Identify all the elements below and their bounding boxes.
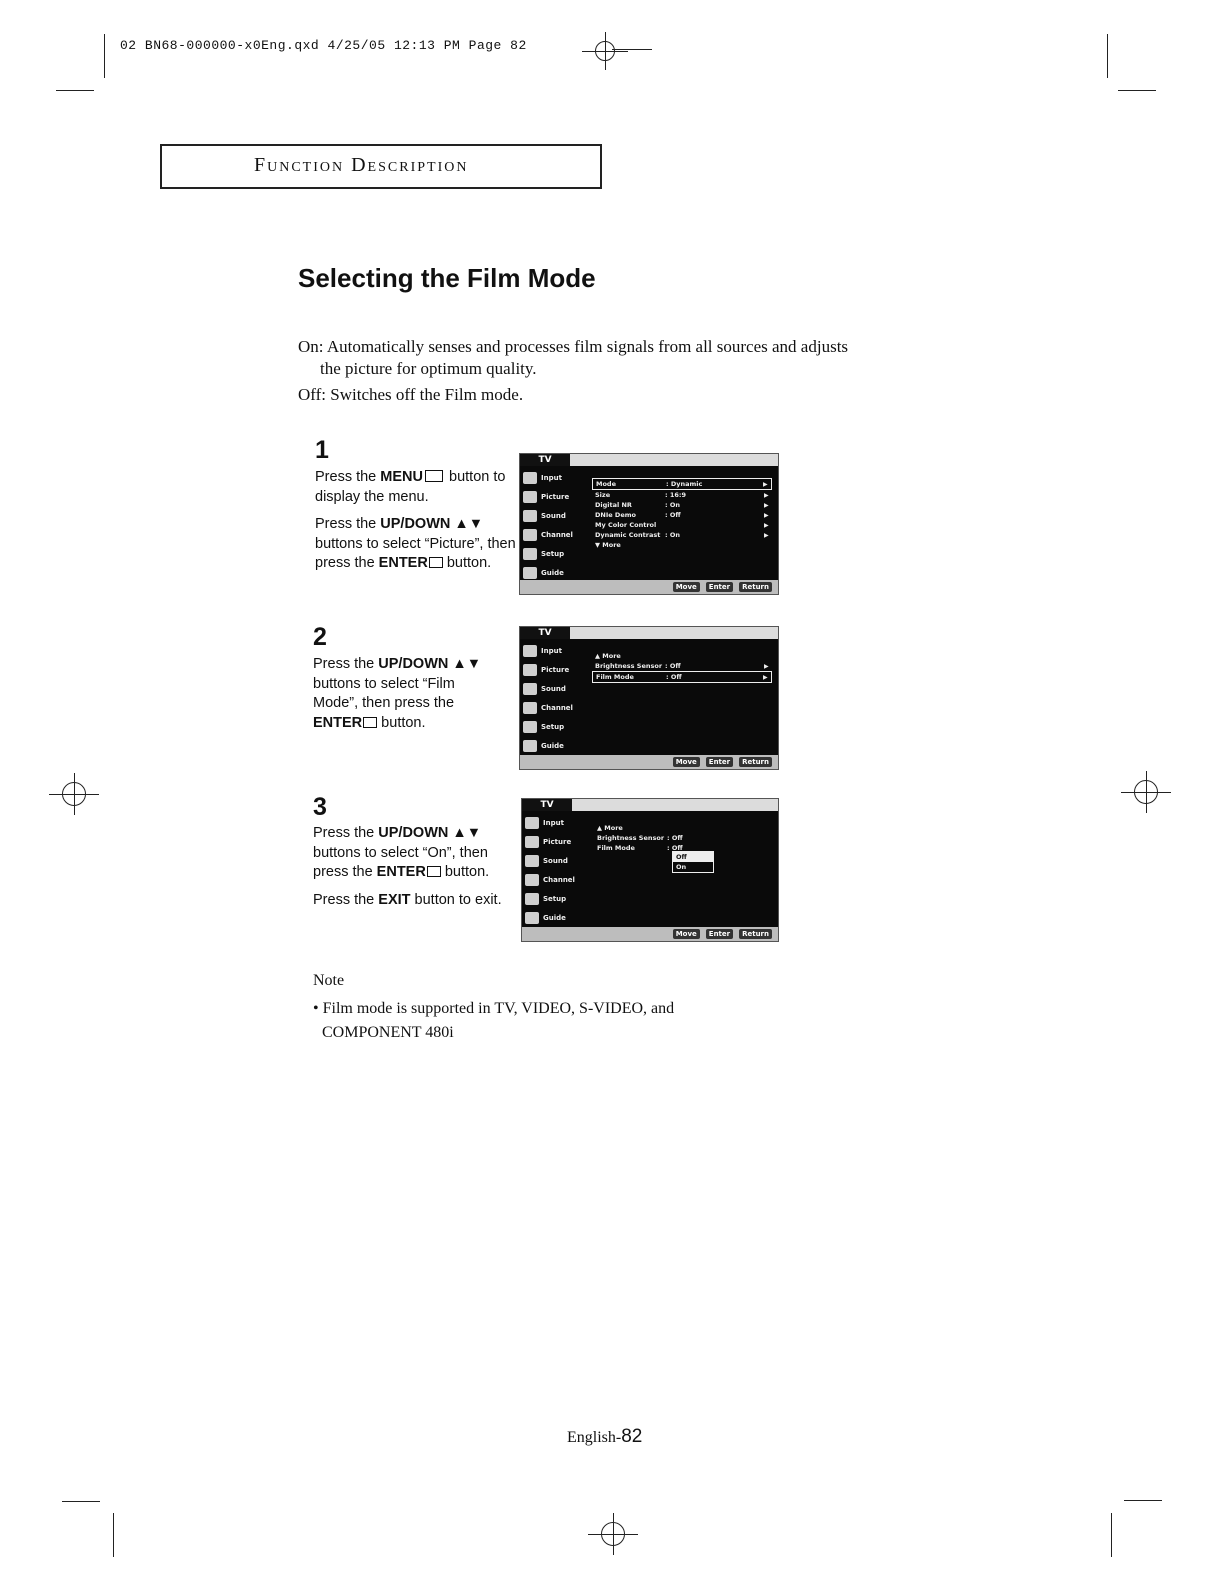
menu-row: Dynamic Contrast : On ▶ <box>595 531 769 539</box>
menu-row: Mode : Dynamic ▶ <box>592 478 772 490</box>
menu-bottom-bar <box>522 927 778 941</box>
print-slug: 02 BN68-000000-x0Eng.qxd 4/25/05 12:13 PM Page 82 <box>120 38 527 53</box>
menu-sidebar <box>522 813 580 927</box>
tv-tab: TV <box>522 799 572 811</box>
sound-icon <box>523 683 537 695</box>
menu-button-icon <box>425 470 443 482</box>
sidebar-item-setup: Setup <box>522 889 580 908</box>
crop-mark <box>113 1513 114 1557</box>
channel-icon <box>525 874 539 886</box>
sidebar-item-sound: Sound <box>520 506 578 525</box>
enter-hint: Enter <box>706 757 733 767</box>
tv-menu-screenshot-picture <box>519 453 779 595</box>
sidebar-item-input: Input <box>520 468 578 487</box>
guide-icon <box>523 567 537 579</box>
menu-row: ▲ More <box>597 824 623 832</box>
input-icon <box>525 817 539 829</box>
sidebar-item-picture: Picture <box>522 832 580 851</box>
step-3-text: Press the UP/DOWN ▲▼ buttons to select “On”, then press the ENTER button. Press the EXIT button to exit. <box>313 825 502 908</box>
menu-row: DNIe Demo : Off ▶ <box>595 511 769 519</box>
input-icon <box>523 645 537 657</box>
setup-icon <box>525 893 539 905</box>
page-number: English-82 <box>567 1426 643 1447</box>
tv-tab: TV <box>520 627 570 639</box>
sidebar-item-guide: Guide <box>520 563 578 582</box>
menu-list <box>592 478 772 550</box>
return-hint: Return <box>739 929 772 939</box>
registration-mark-icon <box>595 41 615 61</box>
note-title: Note <box>313 972 345 989</box>
sidebar-item-channel: Channel <box>520 525 578 544</box>
guide-icon <box>523 740 537 752</box>
intro <box>298 336 958 406</box>
step-number: 2 <box>313 623 327 651</box>
sidebar-item-input: Input <box>520 641 578 660</box>
tv-menu-screenshot-film-on <box>521 798 779 942</box>
crop-mark <box>1118 90 1156 91</box>
crop-mark <box>1124 1500 1162 1501</box>
sidebar-item-picture: Picture <box>520 660 578 679</box>
dropdown-option-off: Off <box>673 852 713 862</box>
enter-hint: Enter <box>706 929 733 939</box>
off-description: Off: Switches off the Film mode. <box>298 385 524 404</box>
on-description: On: Automatically senses and processes film signals from all sources and adjusts <box>298 337 849 356</box>
crop-mark <box>1107 34 1108 78</box>
menu-row: Film Mode : Off <box>597 844 683 852</box>
move-hint: Move <box>673 757 700 767</box>
picture-icon <box>523 491 537 503</box>
sidebar-item-channel: Channel <box>522 870 580 889</box>
menu-row: Digital NR : On ▶ <box>595 501 769 509</box>
menu-list <box>594 823 772 853</box>
menu-row: Brightness Sensor : Off <box>597 834 683 842</box>
page-title: Selecting the Film Mode <box>298 263 596 293</box>
crop-mark <box>56 90 94 91</box>
enter-button-icon <box>427 866 441 877</box>
move-hint: Move <box>673 582 700 592</box>
tv-tab: TV <box>520 454 570 466</box>
enter-hint: Enter <box>706 582 733 592</box>
step-number: 3 <box>313 793 327 821</box>
menu-row: Film Mode : Off ▶ <box>592 671 772 683</box>
menu-row: ▲ More <box>595 652 621 660</box>
move-hint: Move <box>673 929 700 939</box>
input-icon <box>523 472 537 484</box>
registration-mark-icon <box>1134 780 1158 804</box>
crop-mark <box>1111 1513 1112 1557</box>
step-1-text: Press the MENU button to display the menu. Press the UP/DOWN ▲▼ buttons to select “Picture”, then press the ENTER button. <box>315 469 516 571</box>
crop-mark <box>104 34 105 78</box>
sidebar-item-input: Input <box>522 813 580 832</box>
return-hint: Return <box>739 582 772 592</box>
section-label: Function Description <box>254 154 469 176</box>
setup-icon <box>523 548 537 560</box>
picture-icon <box>523 664 537 676</box>
film-mode-dropdown <box>672 851 714 873</box>
registration-mark-icon <box>601 1522 625 1546</box>
sidebar-item-sound: Sound <box>520 679 578 698</box>
crop-mark <box>612 49 652 50</box>
menu-row: Brightness Sensor : Off ▶ <box>595 662 769 670</box>
sidebar-item-sound: Sound <box>522 851 580 870</box>
on-description-cont: the picture for optimum quality. <box>320 359 537 378</box>
channel-icon <box>523 529 537 541</box>
return-hint: Return <box>739 757 772 767</box>
menu-bottom-bar <box>520 580 778 594</box>
menu-bottom-bar <box>520 755 778 769</box>
sidebar-item-picture: Picture <box>520 487 578 506</box>
channel-icon <box>523 702 537 714</box>
sidebar-item-guide: Guide <box>520 736 578 755</box>
menu-sidebar <box>520 468 578 580</box>
enter-button-icon <box>363 717 377 728</box>
setup-icon <box>523 721 537 733</box>
sidebar-item-guide: Guide <box>522 908 580 927</box>
guide-icon <box>525 912 539 924</box>
crop-mark <box>62 1501 100 1502</box>
sidebar-item-setup: Setup <box>520 717 578 736</box>
picture-icon <box>525 836 539 848</box>
section-header <box>160 144 602 189</box>
registration-mark-icon <box>62 782 86 806</box>
menu-row: ▼ More <box>595 541 621 549</box>
step-2-text: Press the UP/DOWN ▲▼ buttons to select “Film Mode”, then press the ENTER button. <box>313 656 482 731</box>
menu-row: My Color Control ▶ <box>595 521 769 529</box>
step-number: 1 <box>315 436 329 464</box>
menu-sidebar <box>520 641 578 755</box>
enter-button-icon <box>429 557 443 568</box>
menu-row: Size : 16:9 ▶ <box>595 491 769 499</box>
menu-list <box>592 651 772 683</box>
dropdown-option-on: On <box>676 863 687 871</box>
note-text: • Film mode is supported in TV, VIDEO, S-VIDEO, and COMPONENT 480i <box>313 1000 675 1041</box>
sound-icon <box>523 510 537 522</box>
sidebar-item-setup: Setup <box>520 544 578 563</box>
sound-icon <box>525 855 539 867</box>
sidebar-item-channel: Channel <box>520 698 578 717</box>
tv-menu-screenshot-film-mode <box>519 626 779 770</box>
